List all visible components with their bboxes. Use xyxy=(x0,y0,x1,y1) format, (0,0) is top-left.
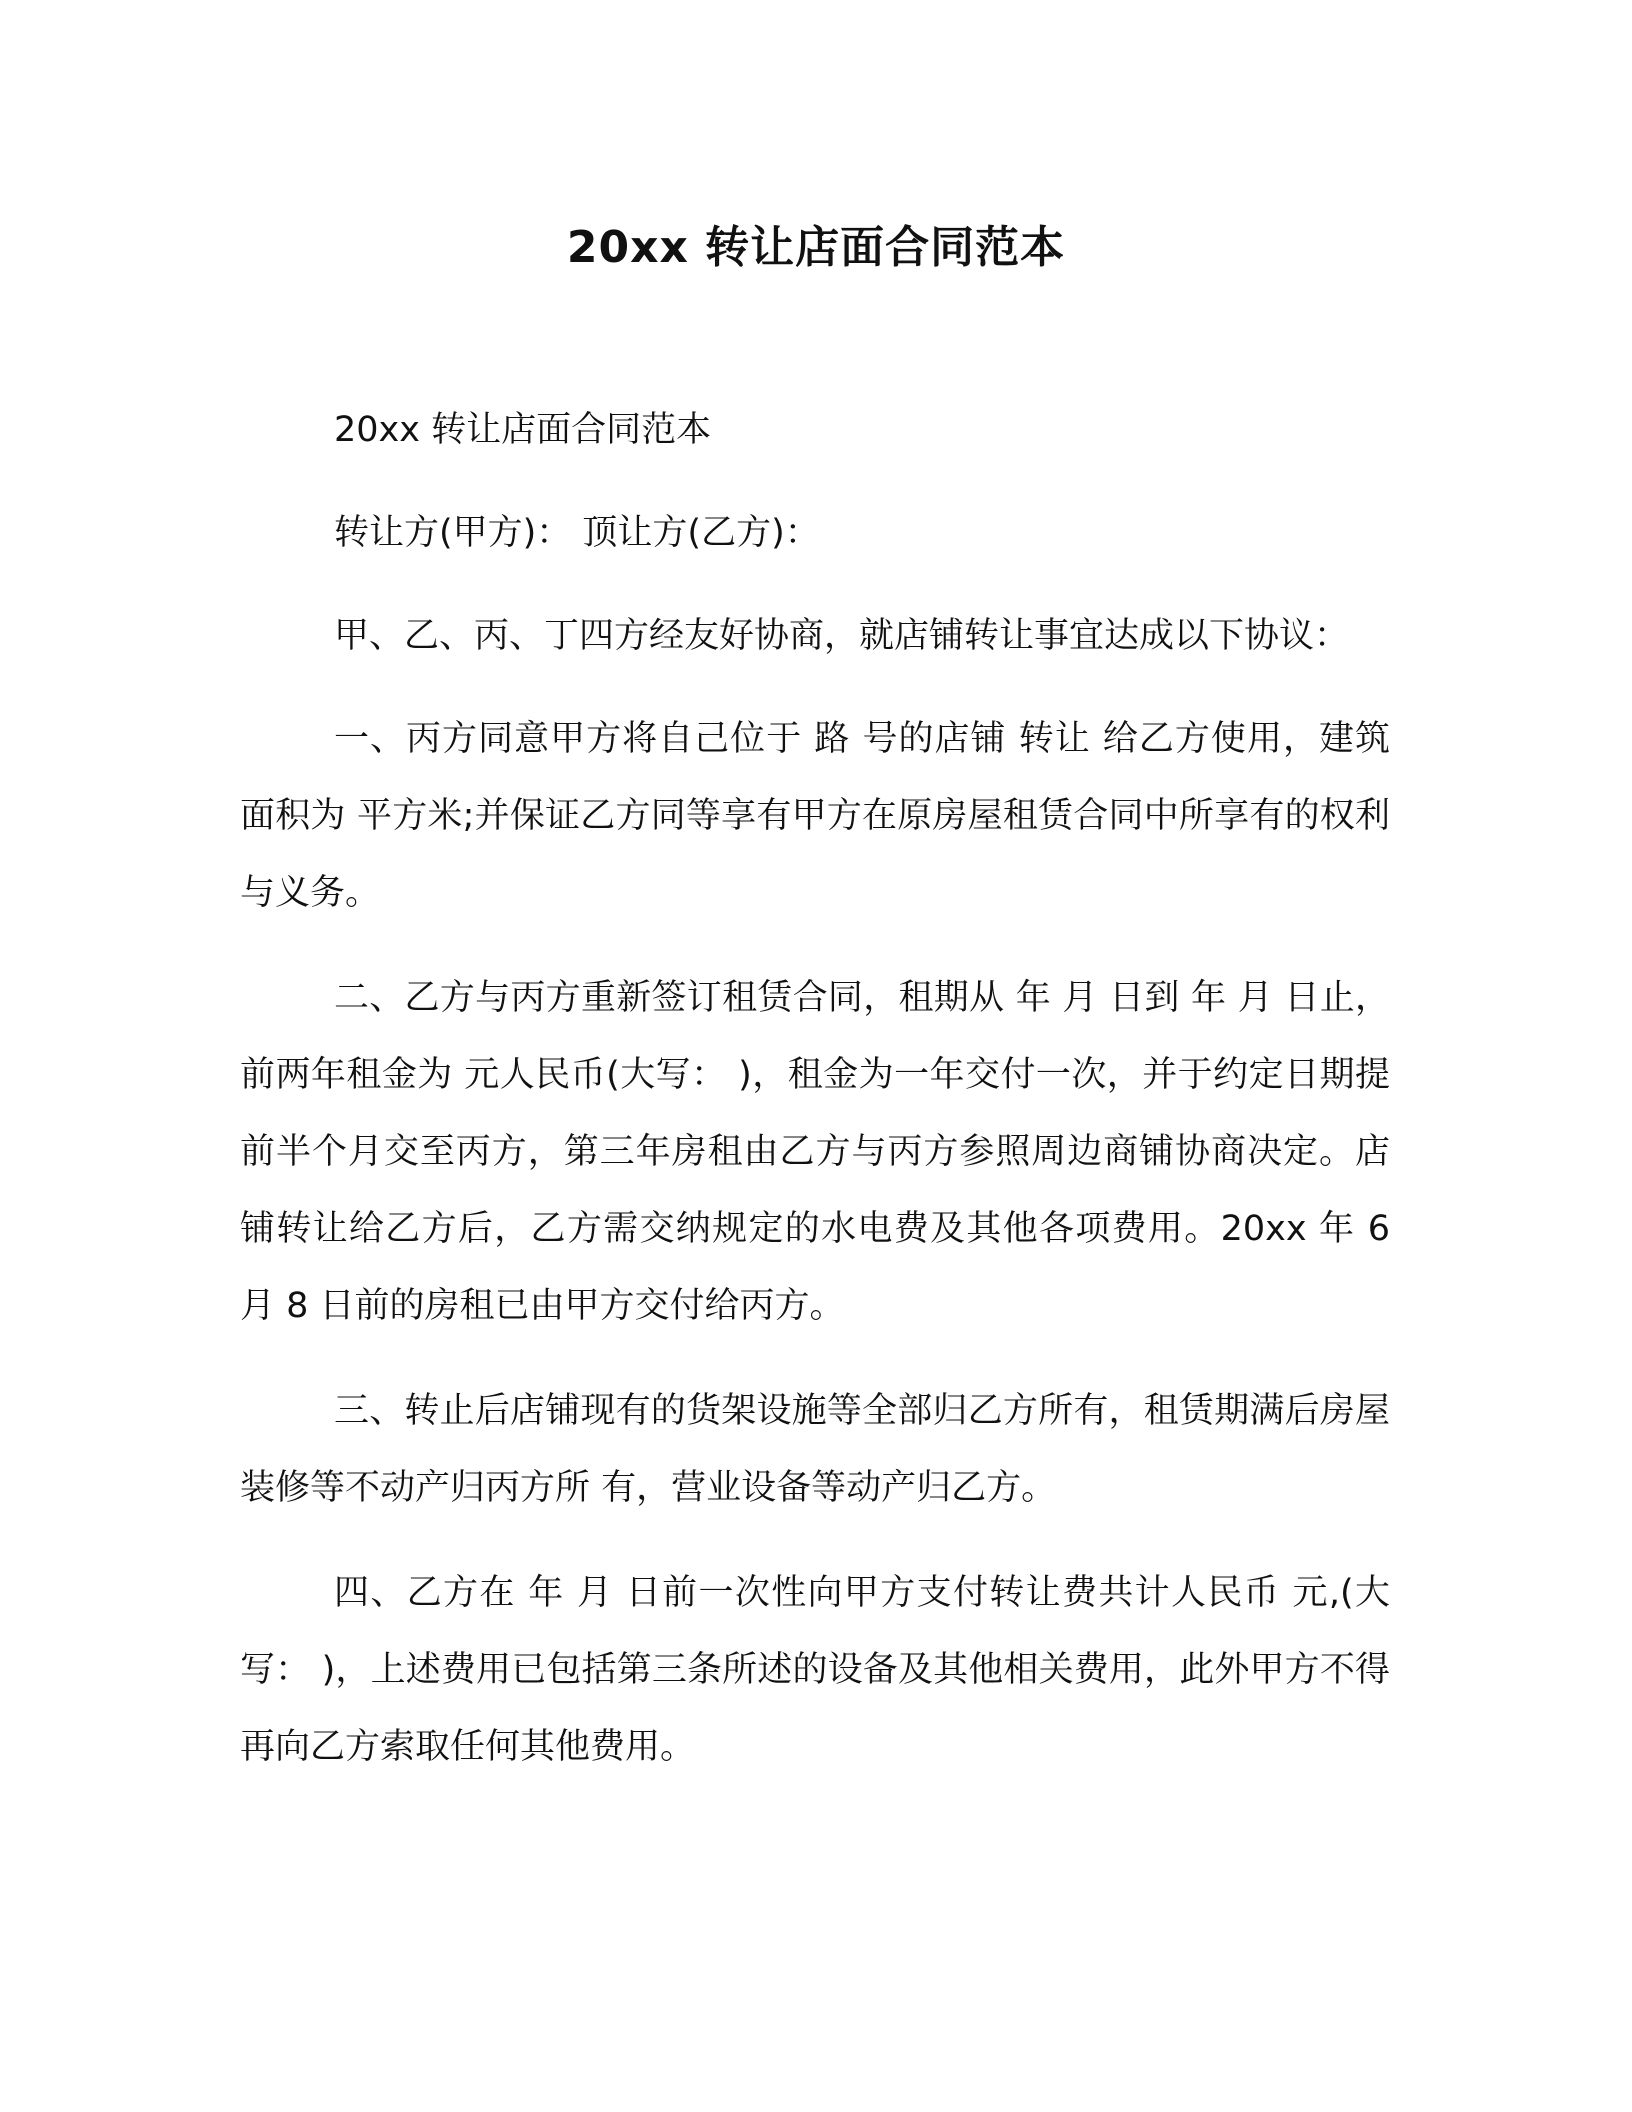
paragraph-clause-2: 二、乙方与丙方重新签订租赁合同，租期从 年 月 日到 年 月 日止，前两年租金为 元人民币(大写： )，租金为一年交付一次，并于约定日期提前半个月交至丙方，第三年房租由乙方与丙方参照周边商铺协商决定。店铺转让给乙方后，乙方需交纳规定的水电费及其他各项费用。20xx 年 6 月 8 日前的房租已由甲方交付给丙方。 xyxy=(240,978,1390,1326)
paragraph-clause-4: 四、乙方在 年 月 日前一次性向甲方支付转让费共计人民币 元,(大写： )，上述费用已包括第三条所述的设备及其他相关费用，此外甲方不得再向乙方索取任何其他费用。 xyxy=(240,1573,1390,1767)
paragraph-clause-1: 一、丙方同意甲方将自己位于 路 号的店铺 转让 给乙方使用，建筑面积为 平方米;并保证乙方同等享有甲方在原房屋租赁合同中所享有的权利与义务。 xyxy=(240,719,1390,913)
document-title: 20xx 转让店面合同范本 xyxy=(566,222,1066,273)
paragraph-preamble: 甲、乙、丙、丁四方经友好协商，就店铺转让事宜达成以下协议： xyxy=(334,616,1350,656)
document-body xyxy=(240,392,1390,1814)
paragraph-parties: 转让方(甲方)： 顶让方(乙方)： xyxy=(334,513,820,553)
paragraph-subtitle: 20xx 转让店面合同范本 xyxy=(334,410,712,450)
paragraph-clause-3: 三、转止后店铺现有的货架设施等全部归乙方所有，租赁期满后房屋装修等不动产归丙方所 有，营业设备等动产归乙方。 xyxy=(240,1391,1390,1508)
